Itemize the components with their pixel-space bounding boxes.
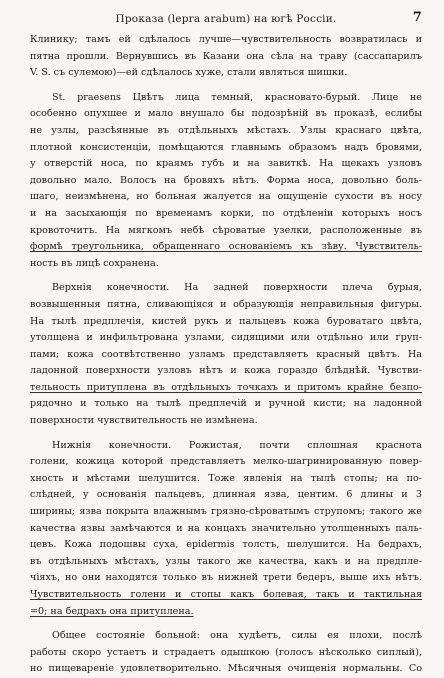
text-line: ладонной поверхности узловъ нѣтъ и кожа гораздо блѣднѣй. Чувстви- — [30, 365, 422, 377]
paragraph-lower-limbs — [30, 438, 422, 621]
text-line: хность и мѣстами шелушится. Тоже явленія на тылѣ стопы; на по- — [30, 472, 422, 484]
text-line-underlined: тельность притуплена въ отдѣльныхъ точкахъ и притомъ крайне безпо- — [30, 381, 422, 393]
running-title: Проказа (lepra arabum) на югѣ Россіи. — [115, 13, 337, 25]
text-line-underlined: Чувствительность голени и стопы какъ болевая, такъ и тактильная — [30, 589, 422, 600]
paragraph-status-praesens — [30, 90, 422, 273]
document-page — [30, 10, 422, 678]
text-line: слѣдней, у основанія пальцевъ, длинная язва, центим. 6 длины и 3 — [30, 489, 422, 501]
text-line-underlined: =0; на бедрахъ она притуплена. — [30, 605, 194, 617]
text-line: пятна прошли. Вернувшись въ Казани она сѣла на траву (сассапарилъ — [30, 50, 422, 62]
text-line: особенно опухшее и мало внушало бы подозрѣній въ проказѣ, еслибы — [30, 108, 422, 120]
text-line-underlined: кровоточитъ. На мягкомъ небѣ сѣроватые узелки, расположенные въ — [30, 224, 422, 236]
text-line: цевъ. Кожа подошвы суха, epidermis толстъ, шелушится. На бедрахъ, — [30, 539, 422, 551]
text-line: голени, кожица которой представляетъ мелко-шагринированную повер- — [30, 456, 422, 468]
text-line: и на засыхающія по временамъ корки, по отдѣленіи которыхъ носъ — [30, 207, 422, 219]
text-line: пами; кожа соотвѣтственно узламъ представляетъ красный цвѣтъ. На — [30, 348, 422, 360]
text-line: довольно мало. Волосъ на бровяхъ нѣтъ. Форма носа, довольно боль- — [30, 174, 422, 186]
text-line: Общее состояніе больной: она худѣетъ, силы ея плохи, послѣ — [52, 630, 422, 642]
text-line: не узлы, разсѣянные въ отдѣльныхъ мѣстахъ. Узлы краснаго цвѣта, — [30, 124, 422, 136]
text-line: качества язвы замѣчаются и на концахъ значительно утолщенныхъ паль- — [30, 522, 422, 534]
text-line: но пищевареніе удовлетворительно. Мѣсячныя очищенія нормальны. Со — [30, 663, 422, 675]
paragraph-history — [30, 32, 422, 82]
running-header — [30, 10, 422, 32]
text-line: ширины; язва покрыта влажнымъ грязно-сѣроватымъ струпомъ; такого же — [30, 506, 422, 518]
text-line: Клинику; тамъ ей сдѣлалось лучше—чувствительность возвратилась и — [30, 34, 422, 45]
text-line: плотной консистенціи, помѣщаются главнымъ образомъ надъ бровями, — [30, 141, 422, 153]
text-line: шаго, неизмѣнена, но больная жалуется на ощущеніе сухости въ носу — [30, 191, 422, 203]
text-line: поверхности чувствительность не измѣнена. — [30, 415, 258, 427]
text-line: Нижнія конечности. Рожистая, почти сплошная краснота — [52, 439, 422, 451]
text-line: V. S. съ сулемою)—ей сдѣлалось хуже, стали являться шишки. — [30, 67, 348, 79]
text-line-underlined: формѣ треугольника, обращеннаго основаніемъ къ зѣву. Чувствитель- — [30, 241, 422, 253]
paragraph-general-state — [30, 628, 422, 678]
text-line: въ отдѣльныхъ мѣстахъ, узлы такого же качества, какъ и на предпле- — [30, 555, 422, 567]
text-line: На тылѣ предплечія, кистей рукъ и пальцевъ кожа буроватаго цвѣта, — [30, 315, 422, 327]
paragraph-upper-limbs — [30, 280, 422, 429]
text-line: возвышенныя пятна, сливающіяся и образующія неправильныя фигуры. — [30, 298, 422, 310]
text-line: ность въ лицѣ сохранена. — [30, 257, 159, 269]
page-number: 7 — [412, 10, 422, 25]
text-line: у отверстій носа, по краямъ губъ и на завиткѣ. На щекахъ узловъ — [30, 158, 422, 170]
text-line: рядочно и только на тылѣ предплечій и ручной кисти; на ладонной — [30, 398, 422, 410]
text-line: St. praesens Цвѣтъ лица темный, красновато-бурый. Лице не — [52, 91, 422, 103]
text-line: работы скоро устаетъ и страдаетъ одышкою (голосъ нѣсколько сиплый), — [30, 646, 422, 658]
text-line: чіяхъ, но они находятся только въ нижней трети бедеръ, выше ихъ нѣтъ. — [30, 572, 422, 584]
text-line: утолщена и инфильтрована узлами, сидящими или отдѣльно или груп- — [30, 332, 422, 344]
text-line: Верхнія конечности. На задней поверхности плеча бурыя, — [52, 282, 422, 294]
